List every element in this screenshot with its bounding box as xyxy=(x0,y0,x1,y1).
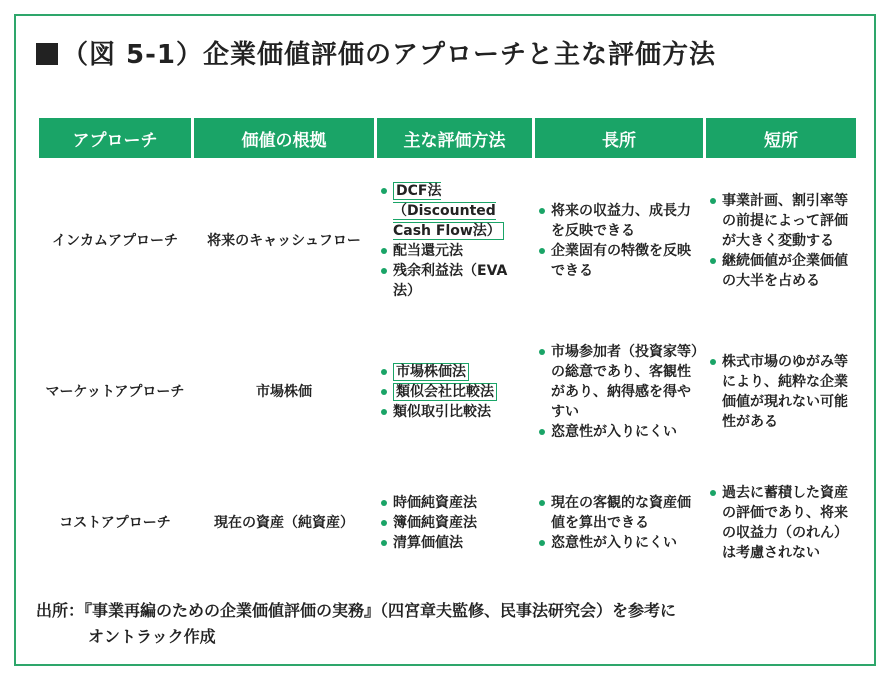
header-methods: 主な評価方法 xyxy=(377,118,532,158)
figure-title xyxy=(36,34,716,71)
list-item: 恣意性が入りにくい xyxy=(539,422,699,442)
header-cons: 短所 xyxy=(706,118,856,158)
list-item: 過去に蓄積した資産の評価であり、将来の収益力（のれん）は考慮されない xyxy=(710,483,852,563)
source-line-2: オントラック作成 xyxy=(88,627,216,646)
header-approach: アプローチ xyxy=(39,118,191,158)
table-row xyxy=(39,324,856,460)
methods-cell xyxy=(377,460,532,586)
list-item: 配当還元法 xyxy=(381,241,528,261)
list-item: 株式市場のゆがみ等により、純粋な企業価値が現れない可能性がある xyxy=(710,352,852,432)
basis-cell: 将来のキャッシュフロー xyxy=(207,233,361,249)
list-item: 企業固有の特徴を反映できる xyxy=(539,241,699,281)
cons-cell xyxy=(706,324,856,460)
title-text: （図 5-1）企業価値評価のアプローチと主な評価方法 xyxy=(62,40,717,70)
list-item xyxy=(381,181,528,241)
table-row xyxy=(39,158,856,324)
square-bullet-icon xyxy=(36,43,58,65)
pros-cell xyxy=(535,158,703,324)
list-item: 市場参加者（投資家等）の総意であり、客観性があり、納得感を得やすい xyxy=(539,342,699,422)
valuation-table xyxy=(36,118,859,586)
list-item xyxy=(381,362,528,382)
list-item: 現在の客観的な資産価値を算出できる xyxy=(539,493,699,533)
basis-cell: 市場株価 xyxy=(256,384,312,400)
cons-cell xyxy=(706,460,856,586)
approach-cell: インカムアプローチ xyxy=(52,233,178,249)
approach-cell: マーケットアプローチ xyxy=(45,384,185,400)
pros-cell xyxy=(535,460,703,586)
header-basis: 価値の根拠 xyxy=(194,118,374,158)
list-item: 事業計画、割引率等の前提によって評価が大きく変動する xyxy=(710,191,852,251)
table-header-row xyxy=(39,118,856,158)
list-item: 時価純資産法 xyxy=(381,493,528,513)
table-row xyxy=(39,460,856,586)
list-item: 残余利益法（EVA法） xyxy=(381,261,528,301)
pros-cell xyxy=(535,324,703,460)
highlighted-method: 市場株価法 xyxy=(393,363,469,381)
header-pros: 長所 xyxy=(535,118,703,158)
highlighted-method: DCF法（Discounted Cash Flow法） xyxy=(393,182,504,240)
list-item: 将来の収益力、成長力を反映できる xyxy=(539,201,699,241)
approach-cell: コストアプローチ xyxy=(59,515,171,531)
cons-cell xyxy=(706,158,856,324)
list-item: 簿価純資産法 xyxy=(381,513,528,533)
source-line-1: 出所：『事業再編のための企業価値評価の実務』（四宮章夫監修、民事法研究会）を参考に xyxy=(36,601,677,620)
basis-cell: 現在の資産（純資産） xyxy=(214,515,354,531)
methods-cell xyxy=(377,158,532,324)
highlighted-method: 類似会社比較法 xyxy=(393,383,497,401)
list-item: 類似取引比較法 xyxy=(381,402,528,422)
list-item: 清算価値法 xyxy=(381,533,528,553)
source-note xyxy=(36,598,676,650)
list-item xyxy=(381,382,528,402)
list-item: 継続価値が企業価値の大半を占める xyxy=(710,251,852,291)
list-item: 恣意性が入りにくい xyxy=(539,533,699,553)
methods-cell xyxy=(377,324,532,460)
